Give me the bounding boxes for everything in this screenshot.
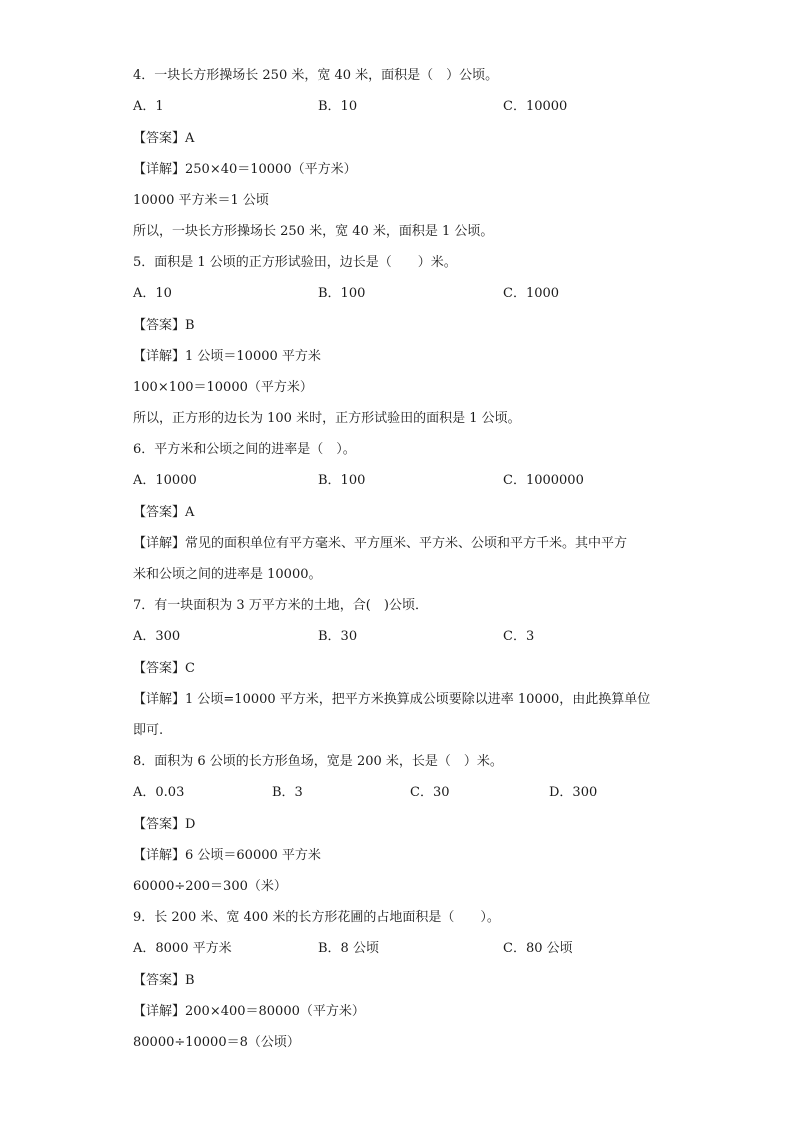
question-8-option-d: D．300 — [549, 785, 598, 800]
question-9-answer: 【答案】B — [133, 973, 195, 988]
question-6-explanation-line: 米和公顷之间的进率是 10000。 — [133, 567, 322, 582]
question-7-option-a: A．300 — [133, 629, 181, 644]
question-4-explanation-line: 所以，一块长方形操场长 250 米，宽 40 米，面积是 1 公顷。 — [133, 224, 494, 239]
question-8-stem: 8．面积为 6 公顷的长方形鱼场，宽是 200 米，长是（ ）米。 — [133, 754, 503, 769]
question-6-option-c: C．1000000 — [503, 473, 584, 488]
question-5-explanation-line: 【详解】1 公顷＝10000 平方米 — [133, 349, 321, 364]
question-5-option-a: A．10 — [133, 286, 172, 301]
question-6-stem: 6．平方米和公顷之间的进率是（ ）。 — [133, 442, 356, 457]
question-5-stem: 5．面积是 1 公顷的正方形试验田，边长是（ ）米。 — [133, 255, 457, 270]
question-8-answer: 【答案】D — [133, 817, 196, 832]
question-8-option-a: A．0.03 — [133, 785, 185, 800]
question-8-explanation-line: 60000÷200＝300（米） — [133, 879, 287, 894]
question-5-explanation-line: 100×100＝10000（平方米） — [133, 380, 313, 395]
question-9-option-a: A．8000 平方米 — [133, 941, 232, 956]
question-5-answer: 【答案】B — [133, 318, 195, 333]
question-9-option-b: B．8 公顷 — [318, 941, 379, 956]
question-9-explanation-line: 【详解】200×400＝80000（平方米） — [133, 1004, 365, 1019]
question-4-explanation-line: 【详解】250×40＝10000（平方米） — [133, 162, 357, 177]
question-5-explanation-line: 所以，正方形的边长为 100 米时，正方形试验田的面积是 1 公顷。 — [133, 411, 521, 426]
question-7-stem: 7．有一块面积为 3 万平方米的土地，合( )公顷． — [133, 598, 428, 613]
question-6-option-b: B．100 — [318, 473, 366, 488]
question-8-option-c: C．30 — [410, 785, 450, 800]
question-7-explanation-line: 【详解】1 公顷=10000 平方米，把平方米换算成公顷要除以进率 10000，由此换算单位 — [133, 692, 651, 707]
question-7-explanation-line: 即可. — [133, 723, 164, 738]
question-4-answer: 【答案】A — [133, 131, 195, 146]
question-7-answer: 【答案】C — [133, 661, 195, 676]
question-9-option-c: C．80 公顷 — [503, 941, 573, 956]
question-9-stem: 9．长 200 米、宽 400 米的长方形花圃的占地面积是（ ）。 — [133, 910, 500, 925]
question-4-option-a: A．1 — [133, 99, 164, 114]
question-4-option-c: C．10000 — [503, 99, 568, 114]
question-8-option-b: B．3 — [272, 785, 303, 800]
question-5-option-b: B．100 — [318, 286, 366, 301]
question-9-explanation-line: 80000÷10000＝8（公顷） — [133, 1035, 300, 1050]
question-4-explanation-line: 10000 平方米＝1 公顷 — [133, 193, 269, 208]
question-7-option-b: B．30 — [318, 629, 358, 644]
question-6-explanation-line: 【详解】常见的面积单位有平方毫米、平方厘米、平方米、公顷和平方千米。其中平方 — [133, 536, 628, 551]
question-4-option-b: B．10 — [318, 99, 358, 114]
question-8-explanation-line: 【详解】6 公顷＝60000 平方米 — [133, 848, 321, 863]
question-6-option-a: A．10000 — [133, 473, 197, 488]
question-6-answer: 【答案】A — [133, 505, 195, 520]
question-7-option-c: C．3 — [503, 629, 535, 644]
question-5-option-c: C．1000 — [503, 286, 560, 301]
question-4-stem: 4．一块长方形操场长 250 米，宽 40 米，面积是（ ）公顷。 — [133, 68, 499, 83]
